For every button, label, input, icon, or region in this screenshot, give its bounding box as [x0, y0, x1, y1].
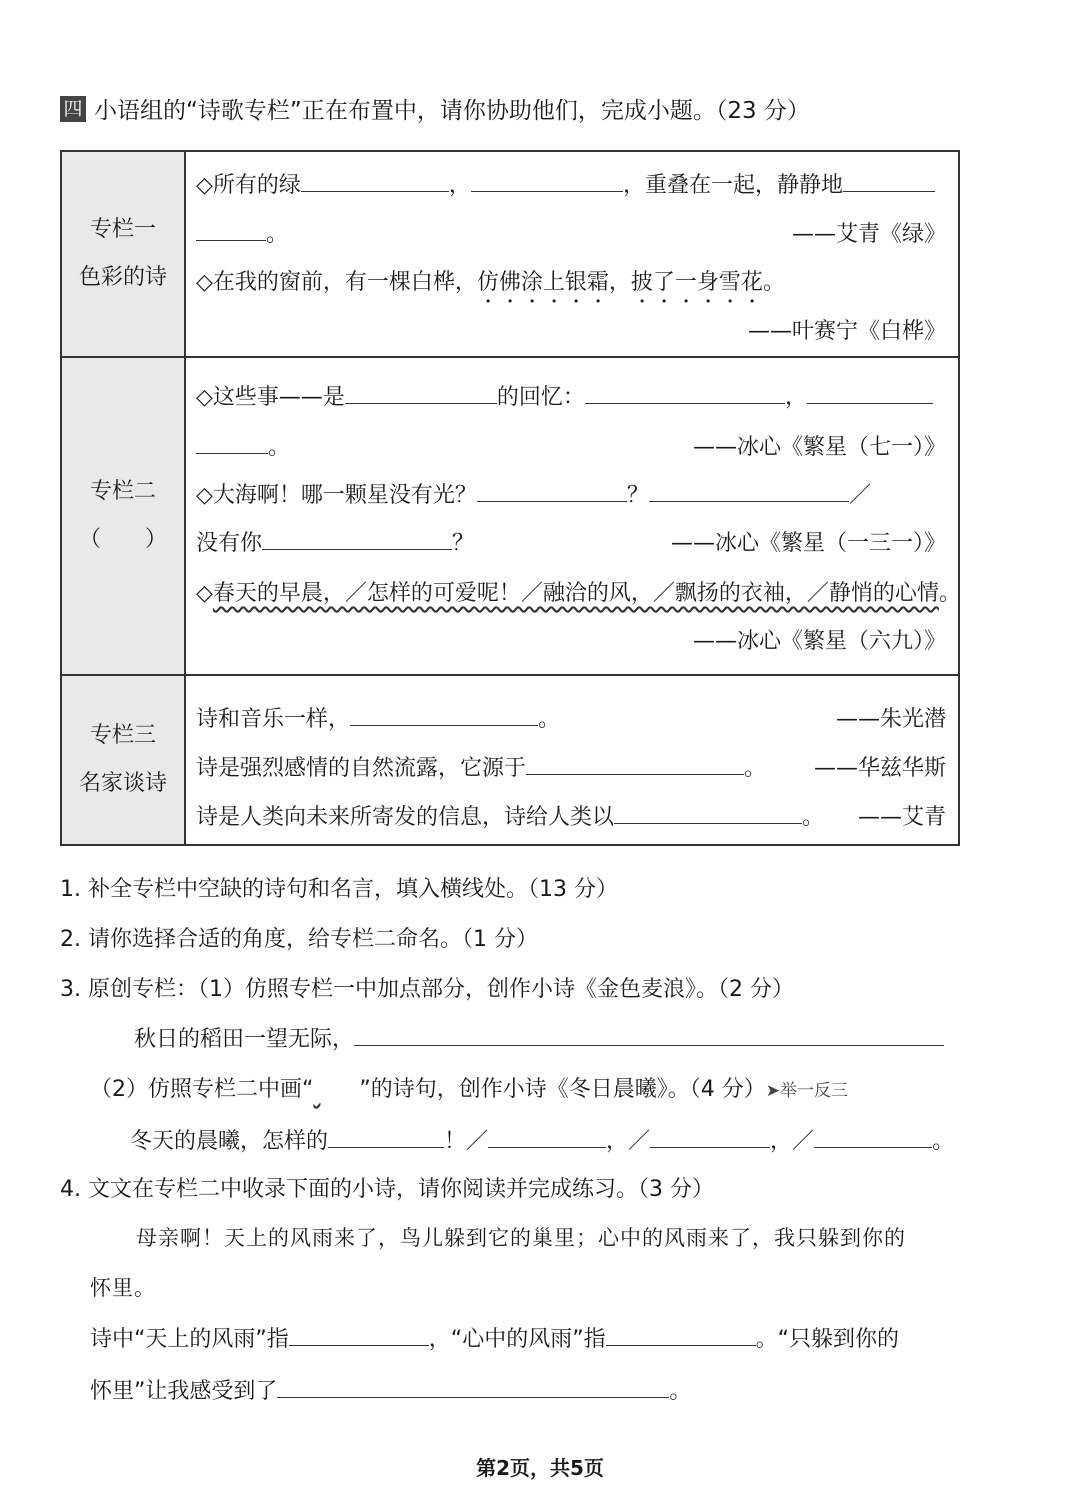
column-three-theme: 名家谈诗 [78, 771, 167, 796]
blank[interactable] [843, 169, 935, 192]
c2-l5-end: 。 [938, 581, 961, 606]
column-one-theme: 色彩的诗 [78, 265, 167, 290]
column-two-content [185, 357, 959, 675]
c2-line4 [196, 526, 474, 557]
c3-r2-text: 诗是强烈感情的自然流露，它源于 [196, 756, 527, 781]
c1-author2: ——叶赛宁《白桦》 [747, 319, 946, 344]
c3-author1: ——朱光潜 [835, 707, 946, 732]
c1-line3 [196, 265, 785, 308]
blank[interactable] [606, 1323, 756, 1346]
c3-r1-end: 。 [538, 707, 561, 732]
c2-l4-text: 没有你 [196, 531, 263, 556]
c2-line1 [196, 380, 933, 411]
column-one-name: 专栏一 [89, 217, 156, 242]
c3-row1 [196, 702, 560, 733]
blank[interactable] [354, 1023, 944, 1046]
c3-author3: ——艾青 [857, 805, 946, 830]
c1-l3-text: ◇在我的窗前，有一棵白桦， [196, 270, 477, 295]
q4-text-d: 怀里”让我感受到了 [90, 1379, 278, 1404]
q3-2-prompt: 冬天的晨曦，怎样的 [130, 1129, 329, 1154]
column-two-title-blank[interactable]: （ ） [78, 527, 167, 552]
q4-text-e: 。 [669, 1379, 692, 1404]
column-three-label [61, 675, 185, 845]
section-heading [60, 92, 810, 125]
section-title: 小语组的“诗歌专栏”正在布置中，请你协助他们，完成小题。（23 分） [94, 98, 810, 124]
c2-wavy-phrase: 春天的早晨，／怎样的可爱呢！／融洽的风，／飘扬的衣袖，／静悄的心情 [212, 581, 939, 606]
q3-2-sep3: ，／ [770, 1129, 815, 1154]
column-one-label [61, 151, 185, 357]
blank[interactable] [614, 801, 802, 824]
section-number: 四 [60, 96, 86, 122]
c2-l3-text: ◇大海啊！哪一颗星没有光？ [196, 483, 477, 508]
wavy-sample [313, 1077, 359, 1102]
c3-row2 [196, 751, 766, 782]
c1-line1 [196, 168, 935, 199]
column-two-name: 专栏二 [89, 479, 156, 504]
blank[interactable] [345, 381, 497, 404]
c1-line2 [196, 217, 288, 248]
question-4: 4. 文文在专栏二中收录下面的小诗，请你阅读并完成练习。（3 分） [60, 1177, 714, 1202]
blank[interactable] [585, 381, 785, 404]
blank[interactable] [196, 431, 268, 454]
column-one-content [185, 151, 959, 357]
c2-l3-q: ？ [626, 483, 649, 508]
c3-row3 [196, 800, 824, 831]
column-three-row [61, 675, 959, 845]
column-two-row [61, 357, 959, 675]
blank[interactable] [471, 169, 623, 192]
column-one-row [61, 151, 959, 357]
q4-poem-line1: 母亲啊！天上的风雨来了，鸟儿躲到它的巢里；心中的风雨来了，我只躲到你的 [136, 1226, 906, 1250]
c2-line2 [196, 430, 482, 461]
c3-r3-text: 诗是人类向未来所寄发的信息，诗给人类以 [196, 805, 615, 830]
q4-answer-line2 [90, 1374, 691, 1405]
blank[interactable] [350, 703, 538, 726]
c2-l2-end: 。 [268, 435, 291, 460]
c2-author1: ——冰心《繁星（七一）》 [692, 435, 946, 460]
c1-author1: ——艾青《绿》 [791, 222, 946, 247]
q3-2-sep2: ，／ [606, 1129, 651, 1154]
q4-text-c: 。“只躲到你的 [755, 1327, 899, 1352]
blank[interactable] [196, 218, 266, 241]
column-three-name: 专栏三 [89, 723, 156, 748]
q3-1-answer-line [134, 1022, 944, 1053]
q4-answer-line1 [90, 1322, 899, 1353]
blank[interactable] [650, 1125, 770, 1148]
spacer [290, 432, 482, 454]
blank[interactable] [262, 527, 452, 550]
c2-l5-diamond: ◇ [196, 581, 213, 606]
c1-end: 。 [266, 222, 289, 247]
c1-dotted-phrase: 仿佛涂上银霜，披了一身雪花 [476, 270, 763, 295]
page-footer: 第2页，共5页 [476, 1456, 604, 1480]
c2-text-a: ◇这些事——是 [196, 385, 345, 410]
q4-poem-line2: 怀里。 [90, 1276, 156, 1300]
blank[interactable] [289, 1323, 429, 1346]
c1-text-b: ， [448, 173, 471, 198]
q4-text-a: 诗中“天上的风雨”指 [90, 1327, 289, 1352]
c2-text-c: ， [784, 385, 807, 410]
question-3: 3. 原创专栏：（1）仿照专栏一中加点部分，创作小诗《金色麦浪》。（2 分） [60, 977, 794, 1002]
column-two-label [61, 357, 185, 675]
q3-2-text-b: ”的诗句，创作小诗《冬日晨曦》。（4 分） [359, 1077, 766, 1102]
q4-text-b: ，“心中的风雨”指 [428, 1327, 606, 1352]
c1-text-c: ，重叠在一起，静静地 [622, 173, 843, 198]
c2-author2: ——冰心《繁星（一三一）》 [670, 531, 946, 556]
practice-tag: ➤举一反三 [765, 1081, 849, 1101]
blank[interactable] [814, 1125, 932, 1148]
c2-line5 [196, 576, 961, 607]
question-1: 1. 补全专栏中空缺的诗句和名言，填入横线处。（13 分） [60, 877, 618, 902]
c2-l4-q: ？ [452, 531, 475, 556]
column-three-content [185, 675, 959, 845]
c3-r1-text: 诗和音乐一样， [196, 707, 351, 732]
blank[interactable] [526, 752, 744, 775]
c2-line3 [196, 478, 871, 509]
c1-l3-end: 。 [762, 270, 785, 295]
question-2: 2. 请你选择合适的角度，给专栏二命名。（1 分） [60, 927, 538, 952]
blank[interactable] [301, 169, 449, 192]
c3-r3-end: 。 [802, 805, 825, 830]
q3-2-sep1: ！／ [444, 1129, 489, 1154]
c2-text-b: 的回忆： [496, 385, 585, 410]
blank[interactable] [649, 479, 849, 502]
poetry-columns-table [60, 150, 960, 846]
blank[interactable] [807, 381, 933, 404]
blank[interactable] [488, 1125, 606, 1148]
blank[interactable] [277, 1375, 669, 1398]
blank[interactable] [328, 1125, 444, 1148]
blank[interactable] [477, 479, 627, 502]
c3-r2-end: 。 [744, 756, 767, 781]
c1-text-a: ◇所有的绿 [196, 173, 301, 198]
q3-1-prompt: 秋日的稻田一望无际， [134, 1027, 355, 1052]
question-3-2 [90, 1072, 848, 1103]
q3-2-text-a: （2）仿照专栏二中画“ [90, 1077, 314, 1102]
q3-2-answer-line [130, 1124, 954, 1155]
c2-author3: ——冰心《繁星（六九）》 [692, 629, 946, 654]
q3-2-end: 。 [932, 1129, 955, 1154]
c2-l3-slash: ／ [848, 483, 871, 508]
c3-author2: ——华兹华斯 [813, 756, 946, 781]
